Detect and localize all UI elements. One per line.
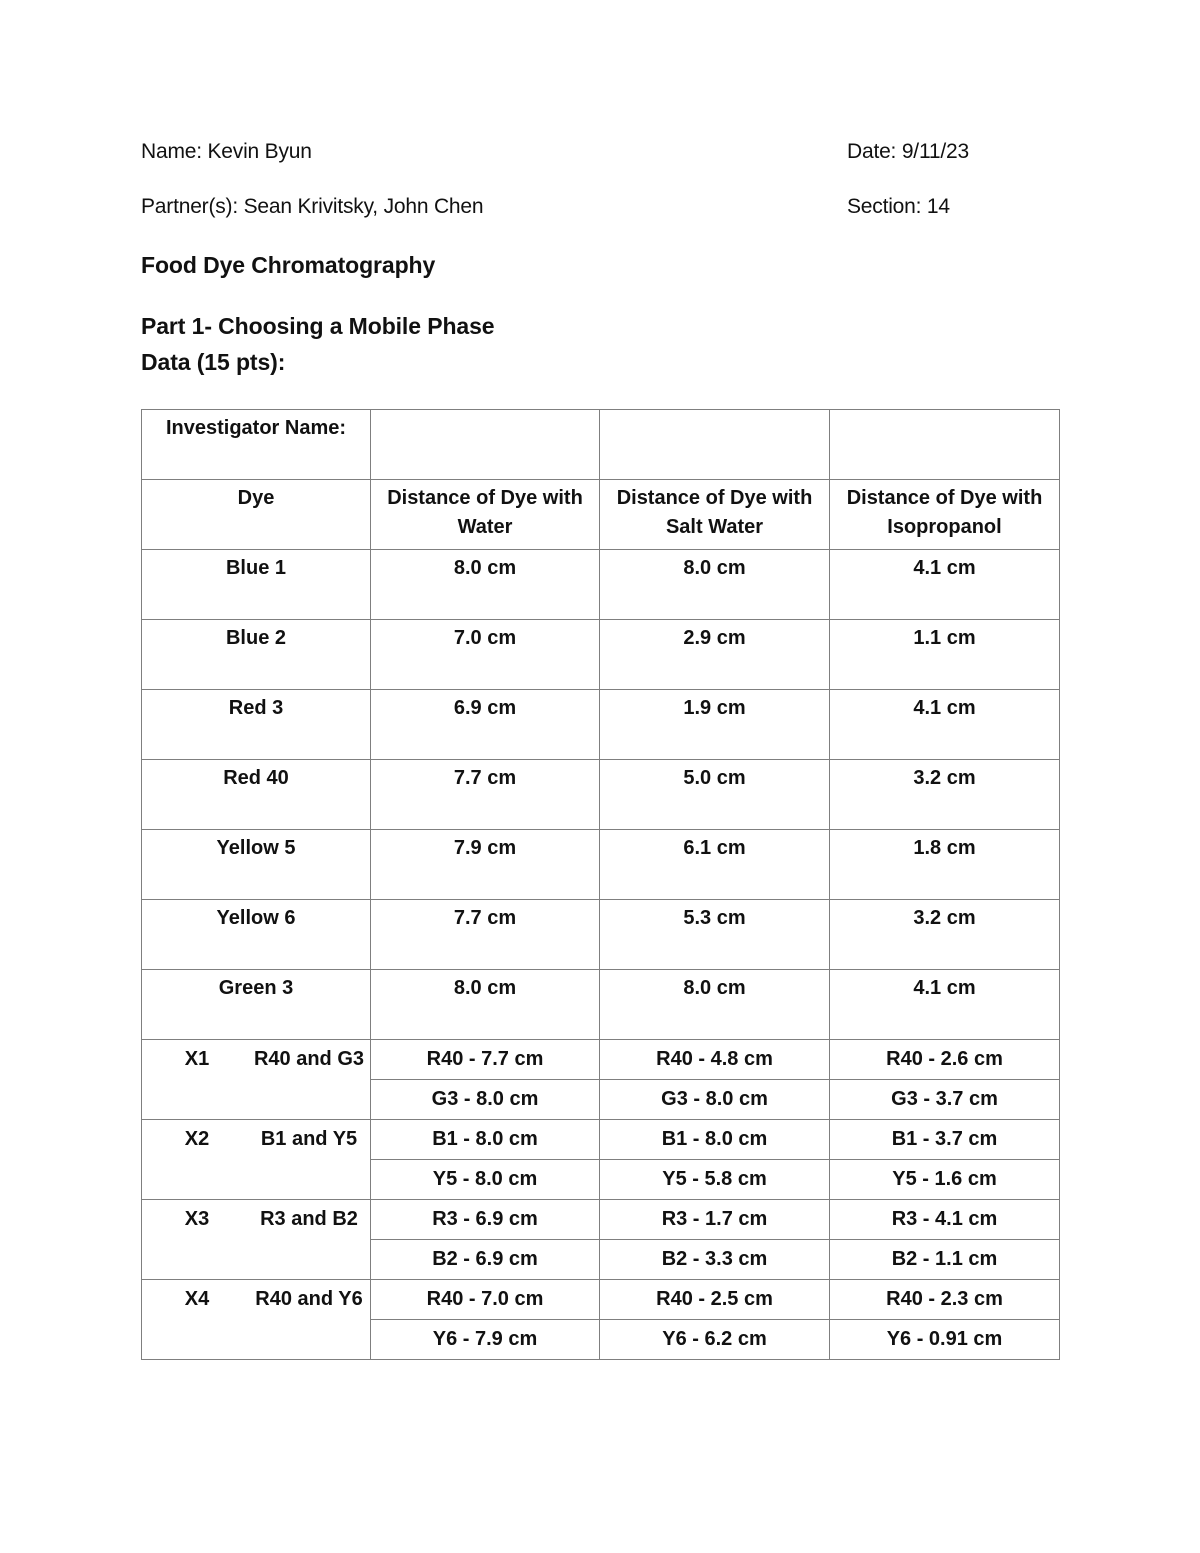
water-distance: R40 - 7.7 cm: [371, 1040, 600, 1080]
data-heading: Data (15 pts):: [141, 349, 286, 375]
isopropanol-distance: 4.1 cm: [830, 550, 1060, 620]
table-row: [142, 620, 1060, 690]
column-header-water: Distance of Dye with Water: [371, 480, 600, 550]
mixture-id: X3: [184, 1208, 210, 1230]
salt-water-distance: 8.0 cm: [600, 970, 830, 1040]
water-distance: 6.9 cm: [371, 690, 600, 760]
salt-water-distance: G3 - 8.0 cm: [600, 1080, 830, 1120]
water-distance: R40 - 7.0 cm: [371, 1280, 600, 1320]
mixture-row: [142, 1280, 1060, 1320]
isopropanol-distance: Y6 - 0.91 cm: [830, 1320, 1060, 1360]
investigator-row: [142, 410, 1060, 480]
salt-water-distance: R40 - 4.8 cm: [600, 1040, 830, 1080]
mixture-row: [142, 1120, 1060, 1160]
salt-water-distance: Y5 - 5.8 cm: [600, 1160, 830, 1200]
mixture-description: R40 and G3: [253, 1048, 365, 1070]
section-number: Section: 14: [847, 195, 950, 218]
lab-date: Date: 9/11/23: [847, 140, 969, 163]
dye-name: Green 3: [142, 970, 371, 1040]
water-distance: 8.0 cm: [371, 970, 600, 1040]
column-header-dye: Dye: [142, 480, 371, 550]
salt-water-distance: B2 - 3.3 cm: [600, 1240, 830, 1280]
column-header-isopropanol: Distance of Dye with Isopropanol: [830, 480, 1060, 550]
mixture-label-cell: [142, 1120, 371, 1200]
mixture-row: [142, 1040, 1060, 1080]
partners: Partner(s): Sean Krivitsky, John Chen: [141, 195, 484, 218]
mixture-id: X4: [184, 1288, 210, 1310]
mixture-description: R40 and Y6: [255, 1288, 363, 1310]
isopropanol-distance: 1.1 cm: [830, 620, 1060, 690]
water-distance: B2 - 6.9 cm: [371, 1240, 600, 1280]
water-distance: Y5 - 8.0 cm: [371, 1160, 600, 1200]
water-distance: R3 - 6.9 cm: [371, 1200, 600, 1240]
mixture-description: R3 and B2: [260, 1208, 358, 1230]
salt-water-distance: R3 - 1.7 cm: [600, 1200, 830, 1240]
table-row: [142, 830, 1060, 900]
dye-name: Red 40: [142, 760, 371, 830]
salt-water-distance: 2.9 cm: [600, 620, 830, 690]
isopropanol-distance: B1 - 3.7 cm: [830, 1120, 1060, 1160]
isopropanol-distance: 4.1 cm: [830, 690, 1060, 760]
isopropanol-distance: R40 - 2.3 cm: [830, 1280, 1060, 1320]
investigator-cell: [600, 410, 830, 480]
table-row: [142, 970, 1060, 1040]
student-name: Name: Kevin Byun: [141, 140, 312, 163]
water-distance: 7.7 cm: [371, 760, 600, 830]
table-row: [142, 760, 1060, 830]
mixture-label-cell: [142, 1280, 371, 1360]
dye-name: Red 3: [142, 690, 371, 760]
table-row: [142, 900, 1060, 970]
dye-name: Yellow 6: [142, 900, 371, 970]
isopropanol-distance: 4.1 cm: [830, 970, 1060, 1040]
mixture-row: [142, 1200, 1060, 1240]
table-row: [142, 550, 1060, 620]
investigator-cell: [830, 410, 1060, 480]
isopropanol-distance: 3.2 cm: [830, 760, 1060, 830]
water-distance: 7.7 cm: [371, 900, 600, 970]
salt-water-distance: 1.9 cm: [600, 690, 830, 760]
water-distance: 7.9 cm: [371, 830, 600, 900]
salt-water-distance: 6.1 cm: [600, 830, 830, 900]
salt-water-distance: 8.0 cm: [600, 550, 830, 620]
document-title: Food Dye Chromatography: [141, 252, 436, 278]
dye-name: Yellow 5: [142, 830, 371, 900]
header-row: [142, 480, 1060, 550]
isopropanol-distance: B2 - 1.1 cm: [830, 1240, 1060, 1280]
dye-name: Blue 1: [142, 550, 371, 620]
salt-water-distance: 5.0 cm: [600, 760, 830, 830]
mixture-label-cell: [142, 1040, 371, 1120]
salt-water-distance: Y6 - 6.2 cm: [600, 1320, 830, 1360]
salt-water-distance: R40 - 2.5 cm: [600, 1280, 830, 1320]
mixture-description: B1 and Y5: [260, 1128, 358, 1150]
water-distance: B1 - 8.0 cm: [371, 1120, 600, 1160]
water-distance: G3 - 8.0 cm: [371, 1080, 600, 1120]
water-distance: 7.0 cm: [371, 620, 600, 690]
isopropanol-distance: R3 - 4.1 cm: [830, 1200, 1060, 1240]
column-header-salt-water: Distance of Dye with Salt Water: [600, 480, 830, 550]
isopropanol-distance: R40 - 2.6 cm: [830, 1040, 1060, 1080]
isopropanol-distance: 3.2 cm: [830, 900, 1060, 970]
water-distance: Y6 - 7.9 cm: [371, 1320, 600, 1360]
chromatography-data-table: [141, 409, 1060, 1360]
investigator-cell: [371, 410, 600, 480]
part-heading: Part 1- Choosing a Mobile Phase: [141, 313, 495, 339]
water-distance: 8.0 cm: [371, 550, 600, 620]
mixture-id: X1: [184, 1048, 210, 1070]
mixture-label-cell: [142, 1200, 371, 1280]
isopropanol-distance: 1.8 cm: [830, 830, 1060, 900]
isopropanol-distance: G3 - 3.7 cm: [830, 1080, 1060, 1120]
salt-water-distance: B1 - 8.0 cm: [600, 1120, 830, 1160]
isopropanol-distance: Y5 - 1.6 cm: [830, 1160, 1060, 1200]
dye-name: Blue 2: [142, 620, 371, 690]
salt-water-distance: 5.3 cm: [600, 900, 830, 970]
table-row: [142, 690, 1060, 760]
mixture-id: X2: [184, 1128, 210, 1150]
investigator-label: Investigator Name:: [142, 410, 371, 480]
